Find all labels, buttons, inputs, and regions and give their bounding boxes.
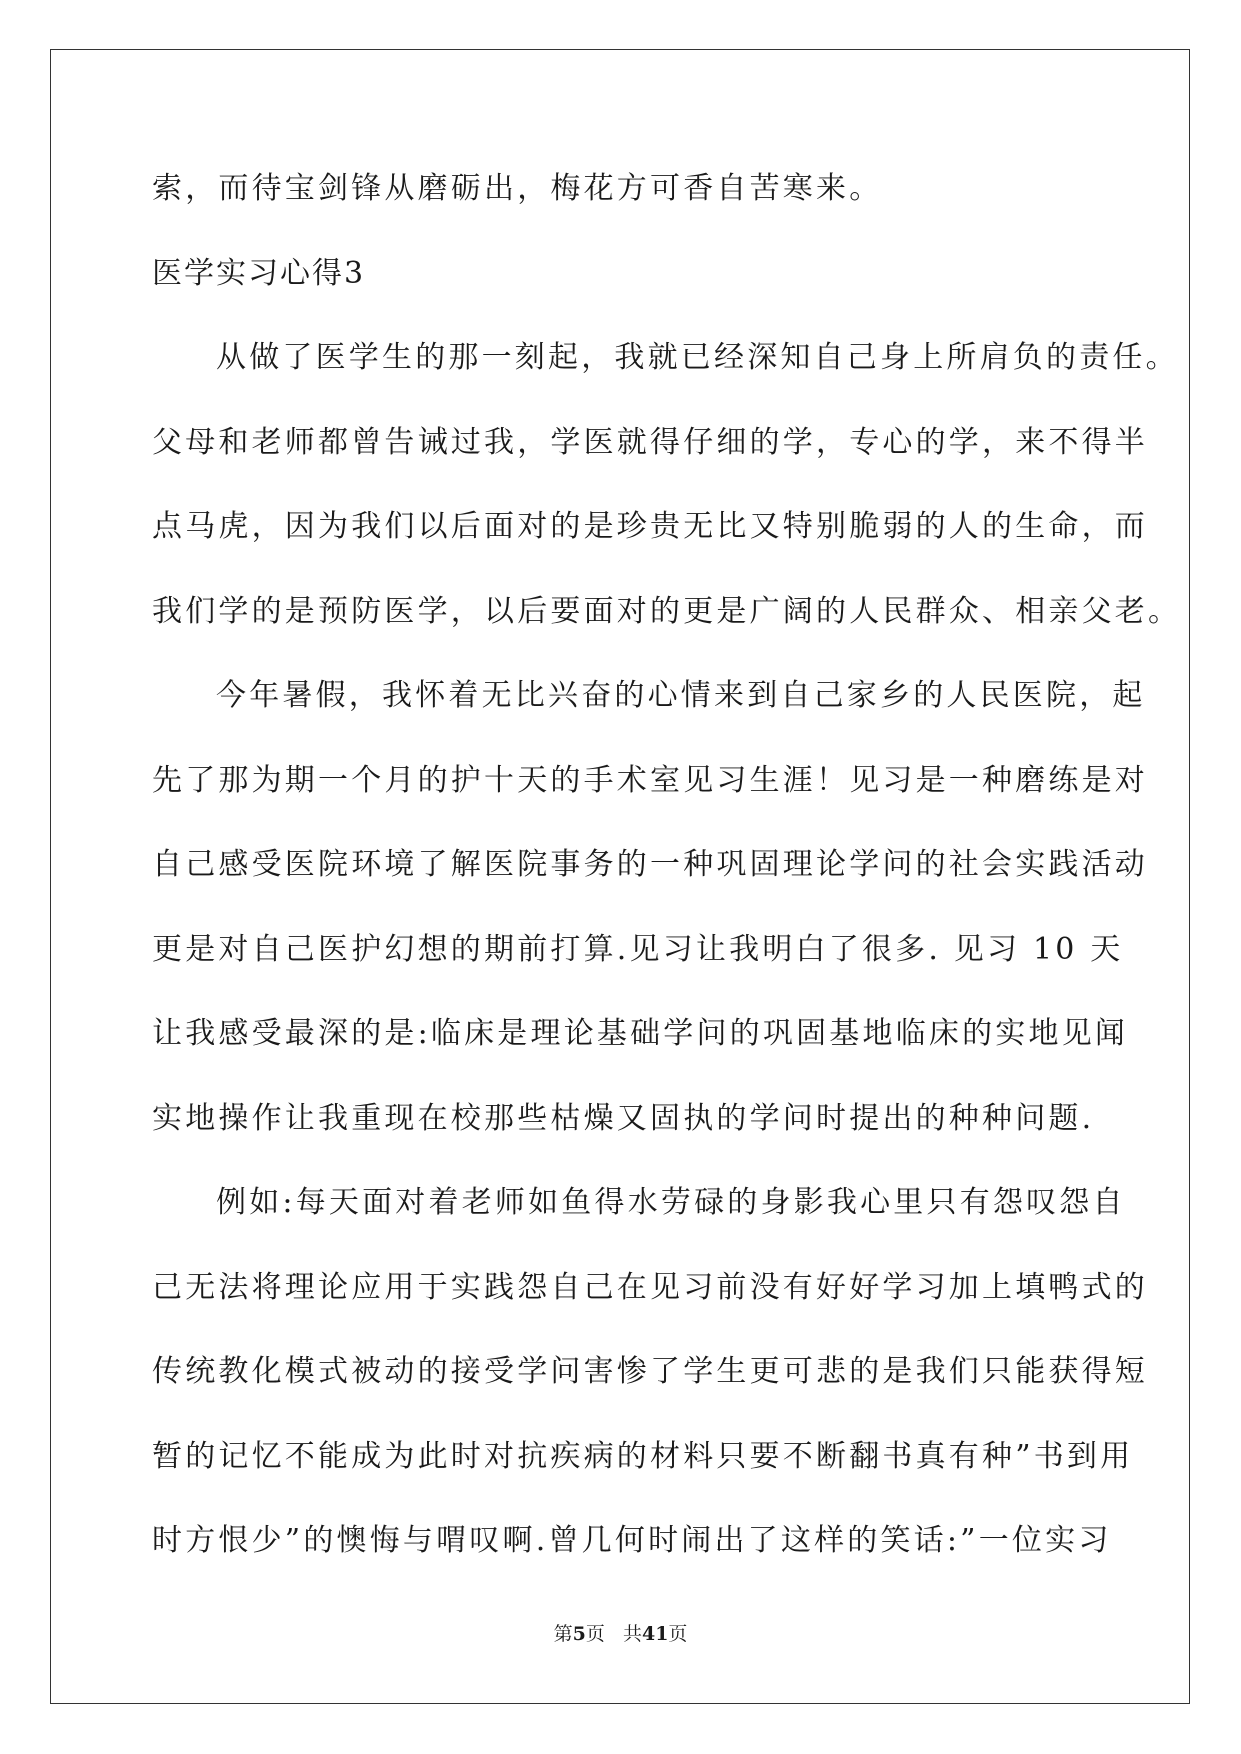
- paragraph-line: 更是对自己医护幻想的期前打算.见习让我明白了很多. 见习 10 天: [152, 931, 1124, 967]
- total-pages: 41: [641, 1623, 669, 1645]
- paragraph-line: 先了那为期一个月的护十天的手术室见习生涯！见习是一种磨练是对: [152, 762, 1148, 798]
- page-suffix: 页: [585, 1623, 605, 1645]
- paragraph-line: 从做了医学生的那一刻起，我就已经深知自己身上所肩负的责任。: [216, 340, 1179, 375]
- paragraph-line: 实地操作让我重现在校那些枯燥又固执的学问时提出的种种问题.: [152, 1100, 1095, 1136]
- section-heading: 医学实习心得3: [152, 255, 366, 291]
- paragraph-line: 自己感受医院环境了解医院事务的一种巩固理论学问的社会实践活动: [152, 847, 1148, 882]
- paragraph-line: 例如:每天面对着老师如鱼得水劳碌的身影我心里只有怨叹怨自: [216, 1185, 1126, 1220]
- total-prefix: 共: [622, 1623, 642, 1645]
- paragraph-line: 传统教化模式被动的接受学问害惨了学生更可悲的是我们只能获得短: [152, 1354, 1148, 1389]
- page-footer: [0, 1622, 1241, 1646]
- paragraph-line: 时方恨少”的懊悔与喟叹啊.曾几何时闹出了这样的笑话:”一位实习: [152, 1523, 1112, 1558]
- page-prefix: 第: [553, 1623, 573, 1645]
- paragraph-line: 索，而待宝剑锋从磨砺出，梅花方可香自苦寒来。: [152, 171, 883, 206]
- paragraph-line: 暂的记忆不能成为此时对抗疾病的材料只要不断翻书真有种”书到用: [152, 1438, 1134, 1474]
- document-body: [152, 164, 1182, 1601]
- paragraph-line: 父母和老师都曾告诫过我，学医就得仔细的学，专心的学，来不得半: [152, 424, 1148, 460]
- paragraph-line: 我们学的是预防医学，以后要面对的更是广阔的人民群众、相亲父老。: [152, 593, 1182, 629]
- paragraph-line: 点马虎，因为我们以后面对的是珍贵无比又特别脆弱的人的生命，而: [152, 509, 1148, 544]
- paragraph-line: 今年暑假，我怀着无比兴奋的心情来到自己家乡的人民医院，起: [216, 678, 1146, 713]
- paragraph-line: 让我感受最深的是:临床是理论基础学问的巩固基地临床的实地见闻: [152, 1016, 1129, 1051]
- paragraph-line: 己无法将理论应用于实践怨自己在见习前没有好好学习加上填鸭式的: [152, 1269, 1148, 1305]
- page-number: 5: [572, 1623, 586, 1645]
- total-suffix: 页: [668, 1623, 688, 1645]
